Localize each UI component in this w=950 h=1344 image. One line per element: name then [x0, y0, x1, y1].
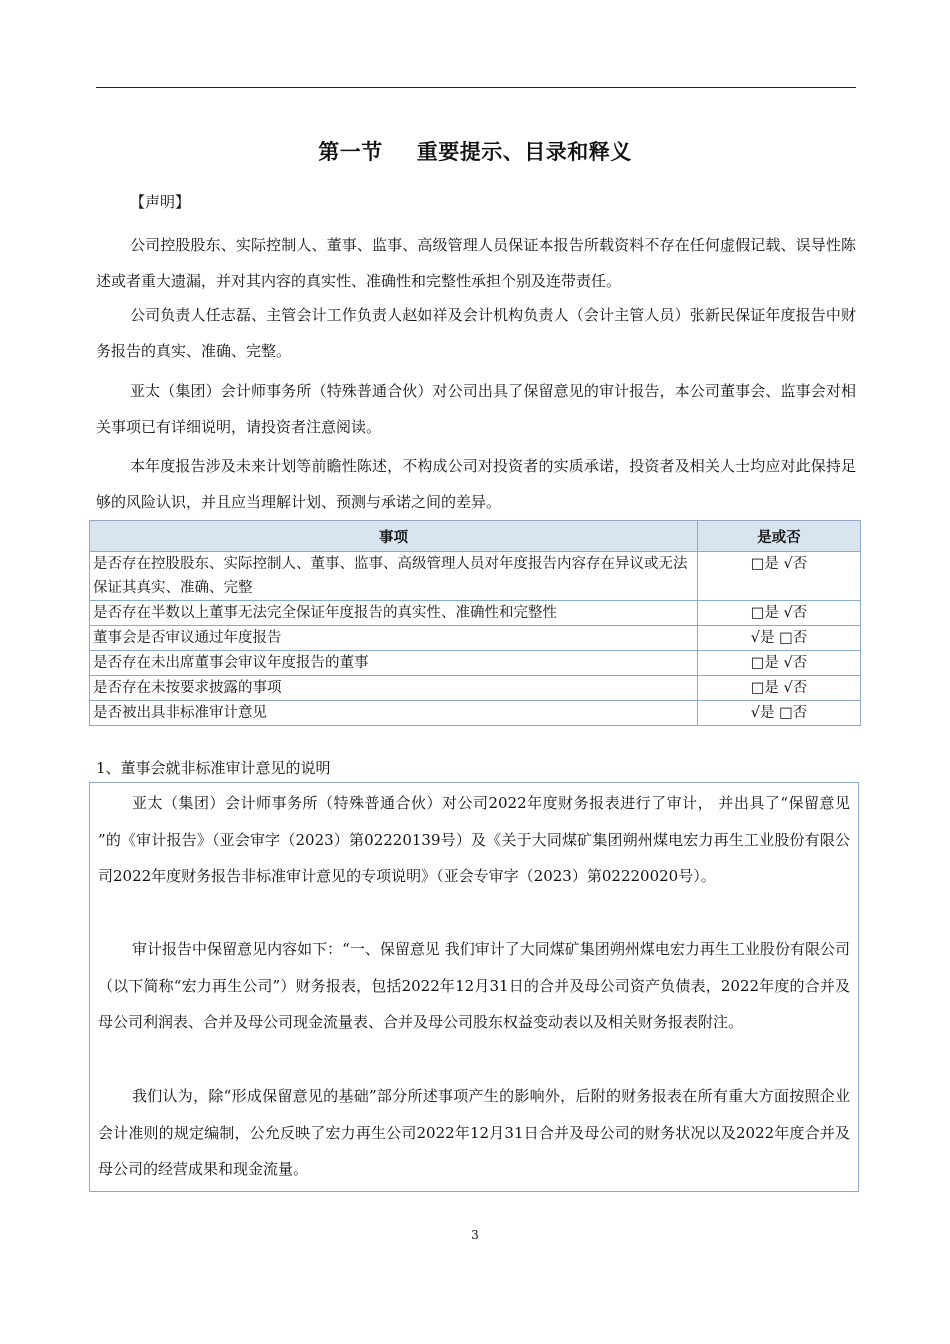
header-answer: 是或否: [698, 521, 861, 552]
table-row: [90, 651, 861, 676]
statement-paragraph: 公司控股股东、实际控制人、董事、监事、高级管理人员保证本报告所载资料不存在任何虚假记载、误导性陈述或者重大遗漏，并对其内容的真实性、准确性和完整性承担个别及连带责任。: [96, 236, 856, 290]
row-item: 是否存在控股股东、实际控制人、董事、监事、高级管理人员对年度报告内容存在异议或无法保证其真实、准确、完整: [90, 552, 698, 601]
board-explanation-box: [89, 782, 859, 1192]
row-answer: □是 √否: [698, 676, 861, 701]
header-rule: [96, 87, 856, 88]
table-row: [90, 701, 861, 726]
section-number: 第一节: [318, 140, 383, 164]
row-item: 是否存在半数以上董事无法完全保证年度报告的真实性、准确性和完整性: [90, 601, 698, 626]
page-number: 3: [471, 1228, 479, 1242]
explanation-paragraph: 审计报告中保留意见内容如下：“一、保留意见 我们审计了大同煤矿集团朔州煤电宏力再生工业股份有限公司（以下简称“宏力再生公司”）财务报表，包括2022年12月31日的合并及母公司资产负债表，2022年度的合并及母公司利润表、合并及母公司现金流量表、合并及母公司股东权益变动表以及相关财务报表附注。: [98, 940, 850, 1031]
confirmation-table: [89, 520, 861, 726]
board-explanation-heading: 1、董事会就非标准审计意见的说明: [96, 759, 331, 777]
table-header-row: [90, 521, 861, 552]
row-answer: √是 □否: [698, 701, 861, 726]
section-title-text: 重要提示、目录和释义: [416, 140, 632, 164]
table-row: [90, 601, 861, 626]
table-row: [90, 676, 861, 701]
section-title: [0, 136, 950, 166]
statement-paragraph: 公司负责人任志磊、主管会计工作负责人赵如祥及会计机构负责人（会计主管人员）张新民保证年度报告中财务报告的真实、准确、完整。: [96, 306, 856, 360]
row-answer: □是 √否: [698, 601, 861, 626]
row-answer: □是 √否: [698, 552, 861, 601]
row-answer: √是 □否: [698, 626, 861, 651]
row-item: 是否被出具非标准审计意见: [90, 701, 698, 726]
explanation-paragraph: 我们认为，除“形成保留意见的基础”部分所述事项产生的影响外，后附的财务报表在所有重大方面按照企业会计准则的规定编制，公允反映了宏力再生公司2022年12月31日合并及母公司的财务状况以及2022年度合并及母公司的经营成果和现金流量。: [98, 1087, 850, 1178]
statement-paragraph: 本年度报告涉及未来计划等前瞻性陈述，不构成公司对投资者的实质承诺，投资者及相关人士均应对此保持足够的风险认识，并且应当理解计划、预测与承诺之间的差异。: [96, 457, 856, 511]
explanation-paragraph: 亚太（集团）会计师事务所（特殊普通合伙）对公司2022年度财务报表进行了审计， 并出具了“保留意见 ”的《审计报告》（亚会审字（2023）第02220139号）及《关于大同煤矿集团朔州煤电宏力再生工业股份有限公司2022年度财务报告非标准审计意见的专项说明》（亚会专审字（2023）第02220020号）。: [98, 794, 850, 885]
statement-paragraph: 亚太（集团）会计师事务所（特殊普通合伙）对公司出具了保留意见的审计报告，本公司董事会、监事会对相关事项已有详细说明，请投资者注意阅读。: [96, 382, 856, 436]
row-item: 是否存在未出席董事会审议年度报告的董事: [90, 651, 698, 676]
statement-heading: 【声明】: [130, 193, 191, 211]
row-item: 是否存在未按要求披露的事项: [90, 676, 698, 701]
table-row: [90, 552, 861, 601]
header-item: 事项: [90, 521, 698, 552]
table-row: [90, 626, 861, 651]
row-item: 董事会是否审议通过年度报告: [90, 626, 698, 651]
row-answer: □是 √否: [698, 651, 861, 676]
